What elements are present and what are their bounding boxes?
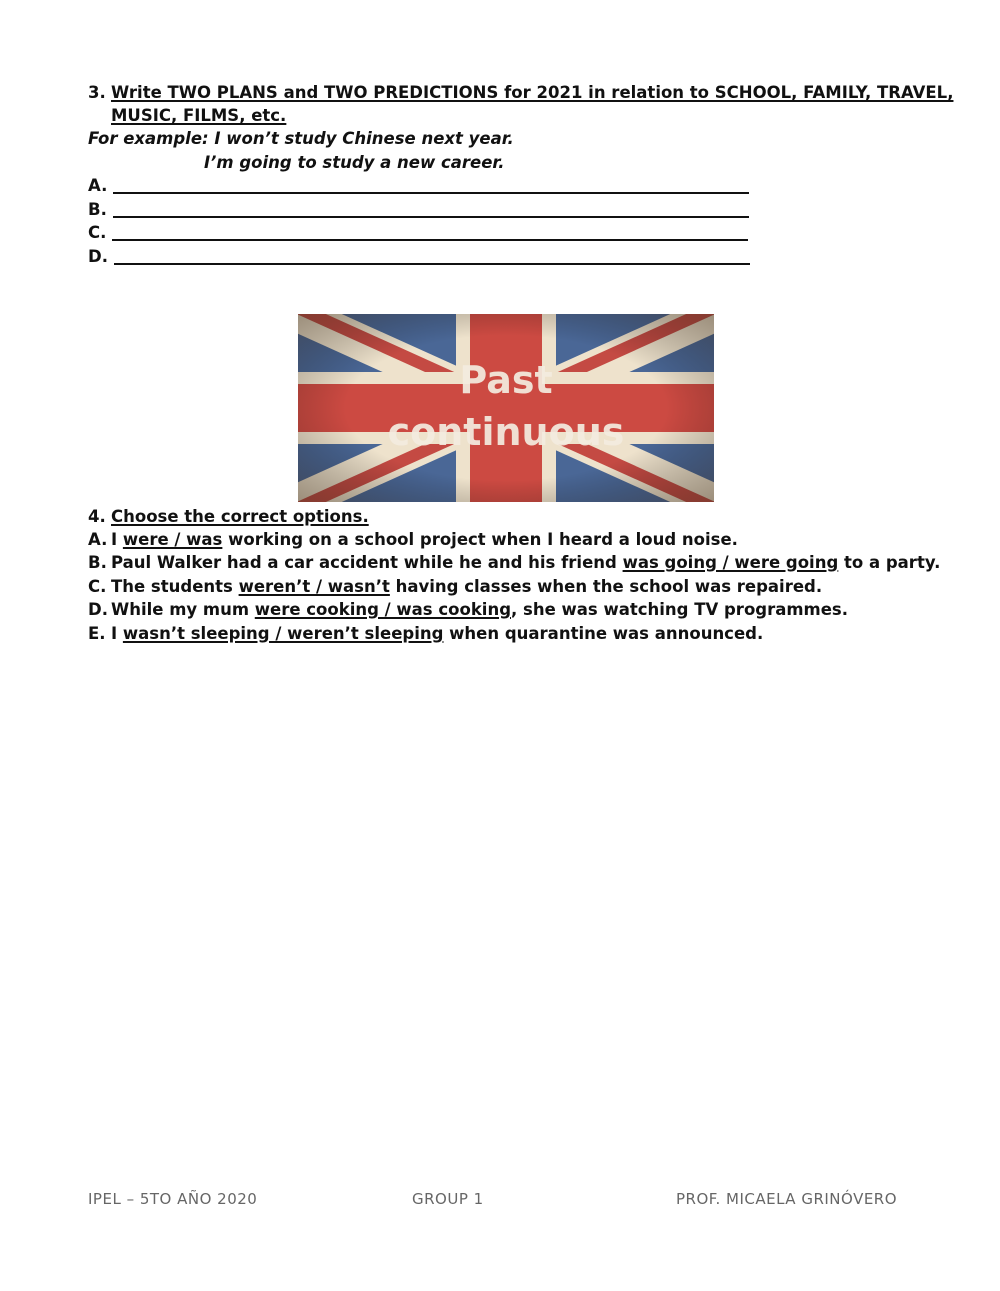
answer-letter: C.: [88, 223, 107, 242]
example-line-1: For example: I won’t study Chinese next year.: [88, 129, 514, 148]
item-options[interactable]: wasn’t sleeping / weren’t sleeping: [122, 624, 444, 643]
item-letter: B.: [88, 553, 107, 572]
answer-line-d[interactable]: [88, 247, 750, 266]
item-letter: E.: [88, 624, 106, 643]
section4-title-text: Choose the correct options.: [111, 507, 369, 526]
item-after: working on a school project when I heard a loud noise.: [222, 530, 738, 549]
answer-letter: D.: [88, 247, 108, 266]
answer-blank[interactable]: [113, 216, 749, 218]
item-options[interactable]: were / was: [122, 530, 223, 549]
item-before: The students: [111, 577, 239, 596]
answer-line-b[interactable]: [88, 200, 749, 219]
answer-blank[interactable]: [114, 263, 750, 265]
item-before: While my mum: [111, 600, 255, 619]
exercise-item-b: [88, 553, 940, 572]
exercise-item-e: [88, 624, 763, 643]
past-continuous-flag-image: [298, 314, 714, 502]
item-options[interactable]: weren’t / wasn’t: [238, 577, 390, 596]
item-options[interactable]: were cooking / was cooking: [254, 600, 512, 619]
section3-title-line2: MUSIC, FILMS, etc.: [111, 106, 287, 125]
item-after: when quarantine was announced.: [443, 624, 764, 643]
answer-line-c[interactable]: [88, 223, 748, 242]
section4-number: 4.: [88, 507, 106, 526]
item-before: Paul Walker had a car accident while he and his friend: [111, 553, 623, 572]
section4-title: [88, 507, 369, 526]
answer-blank[interactable]: [113, 192, 749, 194]
flag-text-past: Past: [459, 358, 553, 402]
section3-number: 3.: [88, 83, 106, 102]
answer-line-a[interactable]: [88, 176, 749, 195]
item-after: , she was watching TV programmes.: [511, 600, 849, 619]
item-options[interactable]: was going / were going: [622, 553, 839, 572]
union-jack-flag: [298, 314, 714, 502]
exercise-item-c: [88, 577, 822, 596]
section3-title-cont: [111, 106, 286, 125]
footer-school: IPEL – 5TO AÑO 2020: [88, 1190, 258, 1208]
item-after: to a party.: [838, 553, 941, 572]
flag-text-continuous: continuous: [387, 410, 625, 454]
item-letter: C.: [88, 577, 107, 596]
footer-group: GROUP 1: [412, 1190, 484, 1208]
exercise-item-a: [88, 530, 738, 549]
item-letter: D.: [88, 600, 108, 619]
answer-blank[interactable]: [112, 239, 748, 241]
section3-title-line1: Write TWO PLANS and TWO PREDICTIONS for 2021 in relation to SCHOOL, FAMILY, TRAVEL,: [111, 83, 954, 102]
item-letter: A.: [88, 530, 108, 549]
exercise-item-d: [88, 600, 848, 619]
item-before: I: [111, 624, 123, 643]
item-before: I: [111, 530, 123, 549]
example-line-2: I’m going to study a new career.: [204, 153, 505, 172]
answer-letter: B.: [88, 200, 107, 219]
item-after: having classes when the school was repaired.: [389, 577, 823, 596]
answer-letter: A.: [88, 176, 108, 195]
section3-title: [88, 83, 953, 102]
footer-teacher: PROF. MICAELA GRINÓVERO: [676, 1190, 898, 1208]
